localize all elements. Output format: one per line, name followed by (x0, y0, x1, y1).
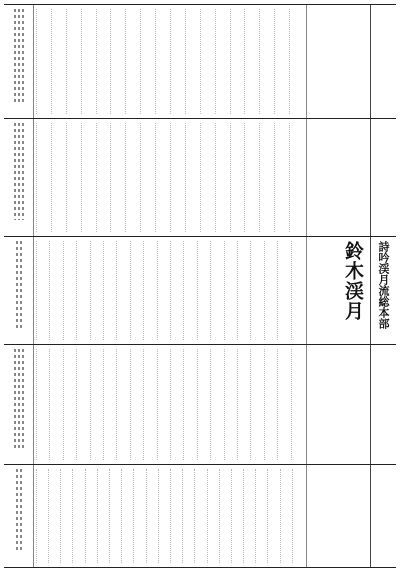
member-column (116, 349, 129, 460)
member-list (34, 345, 306, 464)
leader-column (306, 119, 370, 236)
member-column (280, 469, 292, 563)
member-column (289, 123, 304, 232)
member-column (96, 123, 111, 232)
member-column (36, 9, 51, 114)
org-title-column (370, 5, 396, 118)
member-column (274, 9, 289, 114)
member-column (237, 349, 250, 460)
member-column (36, 123, 51, 232)
member-column (130, 349, 143, 460)
address-column (4, 5, 34, 118)
leader-column (306, 5, 370, 118)
section-3 (4, 236, 396, 344)
member-column (125, 9, 140, 114)
member-column (291, 349, 304, 460)
member-column (215, 9, 230, 114)
member-column (140, 123, 155, 232)
member-column (277, 241, 290, 340)
member-column (60, 469, 72, 563)
member-column (230, 123, 245, 232)
member-column (231, 469, 243, 563)
member-column (143, 241, 156, 340)
member-column (185, 9, 200, 114)
member-column (76, 349, 89, 460)
member-column (215, 123, 230, 232)
address-column (4, 119, 34, 236)
member-column (155, 9, 170, 114)
member-column (210, 241, 223, 340)
org-title: 詩吟渓月流総本部 (377, 241, 390, 329)
member-column (155, 123, 170, 232)
member-column (182, 469, 194, 563)
member-column (125, 123, 140, 232)
member-column (66, 123, 81, 232)
member-column (264, 241, 277, 340)
member-column (200, 123, 215, 232)
member-column (207, 469, 219, 563)
member-column (66, 9, 81, 114)
member-column (49, 349, 62, 460)
member-column (81, 123, 96, 232)
member-column (36, 469, 48, 563)
member-column (121, 469, 133, 563)
member-column (51, 9, 66, 114)
member-column (49, 241, 62, 340)
member-column (244, 9, 259, 114)
member-list (34, 465, 306, 567)
member-column (237, 241, 250, 340)
member-column (36, 349, 49, 460)
member-column (170, 9, 185, 114)
member-column (274, 123, 289, 232)
member-column (146, 469, 158, 563)
member-column (63, 349, 76, 460)
member-column (200, 9, 215, 114)
member-column (224, 349, 237, 460)
member-column (48, 469, 60, 563)
member-column (291, 241, 304, 340)
member-list (34, 237, 306, 344)
member-column (250, 349, 263, 460)
member-column (116, 241, 129, 340)
member-column (157, 349, 170, 460)
member-column (194, 469, 206, 563)
member-column (219, 469, 231, 563)
member-column (244, 123, 259, 232)
member-column (210, 349, 223, 460)
member-column (85, 469, 97, 563)
section-4 (4, 344, 396, 464)
member-column (103, 349, 116, 460)
member-column (103, 241, 116, 340)
section-5 (4, 464, 396, 568)
member-column (97, 469, 109, 563)
org-title-column (370, 465, 396, 567)
address-column (4, 465, 34, 567)
member-column (96, 9, 111, 114)
member-column (277, 349, 290, 460)
address-column (4, 237, 34, 344)
member-column (51, 123, 66, 232)
member-column (158, 469, 170, 563)
leader-name: 鈴木渓月 (342, 241, 364, 321)
member-column (72, 469, 84, 563)
member-column (170, 349, 183, 460)
member-column (292, 469, 304, 563)
member-column (170, 123, 185, 232)
member-column (170, 241, 183, 340)
member-column (264, 349, 277, 460)
member-column (36, 241, 49, 340)
member-column (133, 469, 145, 563)
member-column (255, 469, 267, 563)
org-title-column (370, 119, 396, 236)
leader-column (306, 465, 370, 567)
member-column (81, 9, 96, 114)
leader-column (306, 345, 370, 464)
member-column (267, 469, 279, 563)
member-list (34, 5, 306, 118)
member-column (90, 349, 103, 460)
org-title-column (370, 345, 396, 464)
address-column (4, 345, 34, 464)
member-column (157, 241, 170, 340)
member-column (243, 469, 255, 563)
member-column (63, 241, 76, 340)
member-column (250, 241, 263, 340)
org-title-column (370, 237, 396, 344)
member-column (197, 349, 210, 460)
section-2 (4, 118, 396, 236)
member-column (230, 9, 245, 114)
section-1 (4, 4, 396, 118)
member-column (183, 241, 196, 340)
member-column (110, 9, 125, 114)
member-column (185, 123, 200, 232)
member-column (76, 241, 89, 340)
member-column (259, 123, 274, 232)
member-column (170, 469, 182, 563)
member-column (140, 9, 155, 114)
member-column (197, 241, 210, 340)
member-column (109, 469, 121, 563)
member-column (289, 9, 304, 114)
member-column (130, 241, 143, 340)
leader-column (306, 237, 370, 344)
member-column (224, 241, 237, 340)
member-column (183, 349, 196, 460)
member-column (90, 241, 103, 340)
member-column (110, 123, 125, 232)
member-column (259, 9, 274, 114)
member-list (34, 119, 306, 236)
member-column (143, 349, 156, 460)
